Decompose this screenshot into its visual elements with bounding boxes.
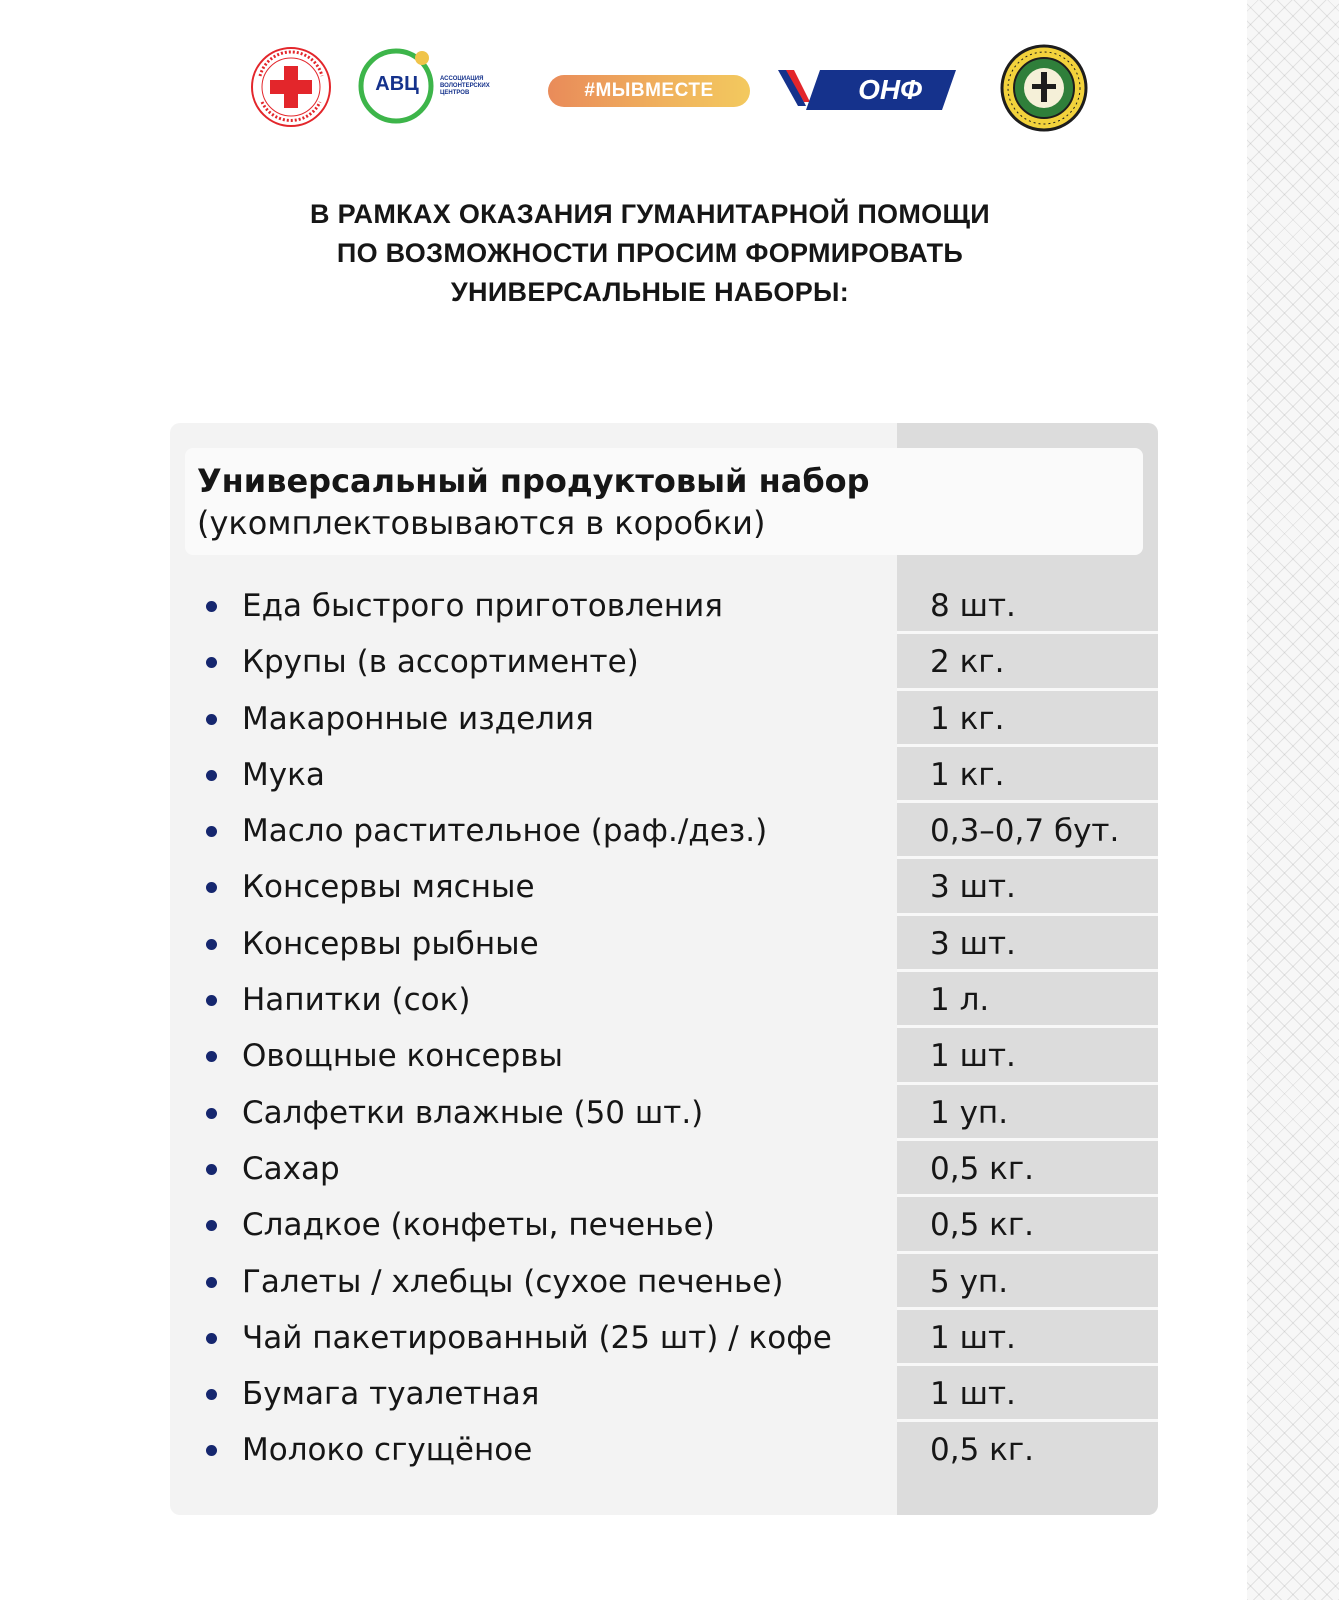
my-vmeste-logo: #МЫВМЕСТЕ	[548, 75, 750, 107]
item-quantity: 2 кг.	[930, 644, 1005, 681]
page-heading	[160, 195, 1140, 312]
item-quantity: 1 шт.	[930, 1376, 1016, 1413]
item-name: Сахар	[242, 1150, 340, 1187]
bullet-icon	[206, 826, 217, 837]
list-item	[170, 578, 1158, 634]
item-name: Еда быстрого приготовления	[242, 588, 723, 624]
bullet-icon	[206, 657, 217, 668]
bullet-icon	[206, 1277, 217, 1288]
list-item	[170, 859, 1158, 915]
item-list	[170, 578, 1158, 1479]
bullet-icon	[206, 882, 217, 893]
bullet-icon	[206, 601, 217, 612]
partner-logos	[246, 40, 1086, 140]
bullet-icon	[206, 939, 217, 950]
item-name: Консервы мясные	[242, 869, 535, 906]
bullet-icon	[206, 1445, 217, 1456]
decorative-side-pattern	[1247, 0, 1339, 1600]
item-name: Бумага туалетная	[242, 1376, 540, 1413]
card-title-box	[185, 448, 1143, 555]
list-item	[170, 1197, 1158, 1253]
item-quantity: 8 шт.	[930, 588, 1016, 624]
bullet-icon	[206, 1389, 217, 1400]
bullet-icon	[206, 1220, 217, 1231]
item-name: Напитки (сок)	[242, 982, 471, 1019]
item-quantity: 1 кг.	[930, 756, 1005, 793]
list-item	[170, 1254, 1158, 1310]
item-quantity: 0,5 кг.	[930, 1150, 1035, 1187]
item-quantity: 0,5 кг.	[930, 1207, 1035, 1244]
item-quantity: 3 шт.	[930, 925, 1016, 962]
list-item	[170, 634, 1158, 690]
item-quantity: 1 шт.	[930, 1319, 1016, 1356]
card-subtitle: (укомплектовываются в коробки)	[197, 504, 766, 542]
bullet-icon	[206, 1108, 217, 1119]
item-name: Консервы рыбные	[242, 925, 539, 962]
avc-logo: АВЦ АССОЦИАЦИЯ ВОЛОНТЕРСКИХ ЦЕНТРОВ	[358, 42, 518, 136]
bullet-icon	[206, 714, 217, 725]
item-name: Макаронные изделия	[242, 700, 594, 737]
list-item	[170, 1310, 1158, 1366]
item-quantity: 5 уп.	[930, 1263, 1009, 1300]
list-item	[170, 972, 1158, 1028]
onf-logo: ОНФ	[778, 68, 958, 112]
list-item	[170, 1085, 1158, 1141]
item-quantity: 0,5 кг.	[930, 1432, 1035, 1469]
item-quantity: 1 л.	[930, 982, 990, 1019]
list-item	[170, 691, 1158, 747]
bullet-icon	[206, 1051, 217, 1062]
card-title: Универсальный продуктовый набор	[197, 462, 870, 500]
bullet-icon	[206, 995, 217, 1006]
list-item	[170, 1141, 1158, 1197]
red-cross-logo	[250, 46, 332, 128]
product-set-card	[170, 423, 1158, 1515]
item-name: Масло растительное (раф./дез.)	[242, 813, 768, 850]
list-item	[170, 803, 1158, 859]
item-name: Чай пакетированный (25 шт) / кофе	[242, 1319, 832, 1356]
item-name: Сладкое (конфеты, печенье)	[242, 1207, 715, 1244]
item-quantity: 3 шт.	[930, 869, 1016, 906]
item-quantity: 1 уп.	[930, 1094, 1009, 1131]
list-item	[170, 1422, 1158, 1478]
item-name: Мука	[242, 756, 325, 793]
item-name: Молоко сгущёное	[242, 1432, 533, 1469]
list-item	[170, 916, 1158, 972]
item-name: Салфетки влажные (50 шт.)	[242, 1094, 704, 1131]
heading-line: В РАМКАХ ОКАЗАНИЯ ГУМАНИТАРНОЙ ПОМОЩИ	[310, 199, 990, 229]
item-name: Крупы (в ассортименте)	[242, 644, 639, 681]
list-item	[170, 747, 1158, 803]
list-item	[170, 1028, 1158, 1084]
item-quantity: 0,3–0,7 бут.	[930, 813, 1120, 850]
bullet-icon	[206, 770, 217, 781]
item-quantity: 1 шт.	[930, 1038, 1016, 1075]
item-name: Галеты / хлебцы (сухое печенье)	[242, 1263, 784, 1300]
heading-line: УНИВЕРСАЛЬНЫЕ НАБОРЫ:	[450, 277, 850, 307]
emblem-logo	[1000, 44, 1088, 132]
bullet-icon	[206, 1164, 217, 1175]
list-item	[170, 1366, 1158, 1422]
item-quantity: 1 кг.	[930, 700, 1005, 737]
bullet-icon	[206, 1333, 217, 1344]
item-name: Овощные консервы	[242, 1038, 564, 1075]
heading-line: ПО ВОЗМОЖНОСТИ ПРОСИМ ФОРМИРОВАТЬ	[336, 238, 964, 268]
